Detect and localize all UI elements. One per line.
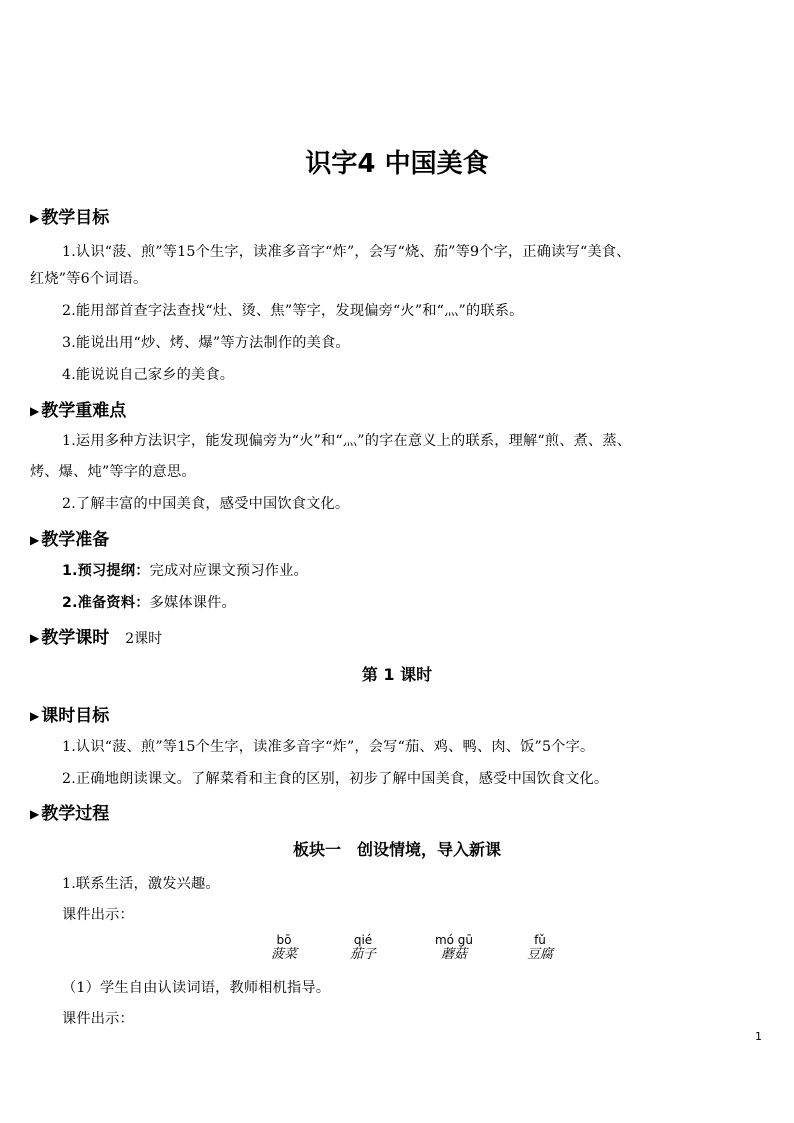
triangle-bullet-icon: ▶ [30,404,40,418]
page-title: 识字4 中国美食 [305,149,489,179]
lesson-goal-item-1: 1.认识“菠、煎”等15个生字，读准多音字“炸”，会写“茄、鸡、鸭、肉、饭”5个字。 [62,739,595,755]
triangle-bullet-icon: ▶ [30,631,40,645]
triangle-bullet-icon: ▶ [30,709,40,723]
block-1-title: 板块一 创设情境，导入新课 [292,840,501,859]
section-heading-preparation: ▶ 教学准备 [30,530,110,550]
section-heading-teaching-process: ▶ 教学过程 [30,804,110,824]
section-heading-key-points: ▶ 教学重难点 [30,401,127,421]
section-heading-teaching-goals: ▶ 教学目标 [30,208,110,228]
section-heading-class-hours: ▶ 教学课时 2课时 [30,628,163,648]
goal-item-1-cont: 红烧”等6个词语。 [30,271,148,287]
goal-item-1: 1.认识“菠、煎”等15个生字，读准多音字“炸”，会写“烧、茄”等9个字，正确读写“美食、 [62,244,631,260]
key-item-1-cont: 烤、爆、炖”等字的意思。 [30,464,196,480]
word-item: bō 菠菜 [270,933,297,962]
process-paragraph-4: 课件出示： [62,1011,134,1027]
section-heading-lesson-goals: ▶ 课时目标 [30,706,110,726]
lesson-goal-item-2: 2.正确地朗读课文。了解菜肴和主食的区别，初步了解中国美食，感受中国饮食文化。 [62,771,609,787]
triangle-bullet-icon: ▶ [30,807,40,821]
triangle-bullet-icon: ▶ [30,533,40,547]
page-number: 1 [755,1030,762,1043]
prep-item-1: 1.预习提纲：完成对应课文预习作业。 [62,563,308,579]
process-paragraph-3: （1）学生自由认读词语，教师相机指导。 [62,980,331,996]
process-paragraph-2: 课件出示： [62,907,134,923]
word-item: qié 茄子 [349,933,376,962]
word-item: fǔ 豆腐 [526,933,553,962]
class-hours-value: 2课时 [125,631,163,647]
prep-item-2: 2.准备资料：多媒体课件。 [62,595,236,611]
goal-item-4: 4.能说说自己家乡的美食。 [62,367,235,383]
lesson-title: 第 1 课时 [361,665,433,684]
key-item-1: 1.运用多种方法识字，能发现偏旁为“火”和“灬”的字在意义上的联系，理解“煎、煮、蒸、 [62,433,632,449]
key-item-2: 2.了解丰富的中国美食，感受中国饮食文化。 [62,496,350,512]
triangle-bullet-icon: ▶ [30,211,40,225]
goal-item-2: 2.能用部首查字法查找“灶、烫、焦”等字，发现偏旁“火”和“灬”的联系。 [62,303,524,319]
goal-item-3: 3.能说出用“炒、烤、爆”等方法制作的美食。 [62,335,350,351]
word-item: mó gū 蘑菇 [434,933,474,962]
process-paragraph-1: 1.联系生活，激发兴趣。 [62,876,220,892]
